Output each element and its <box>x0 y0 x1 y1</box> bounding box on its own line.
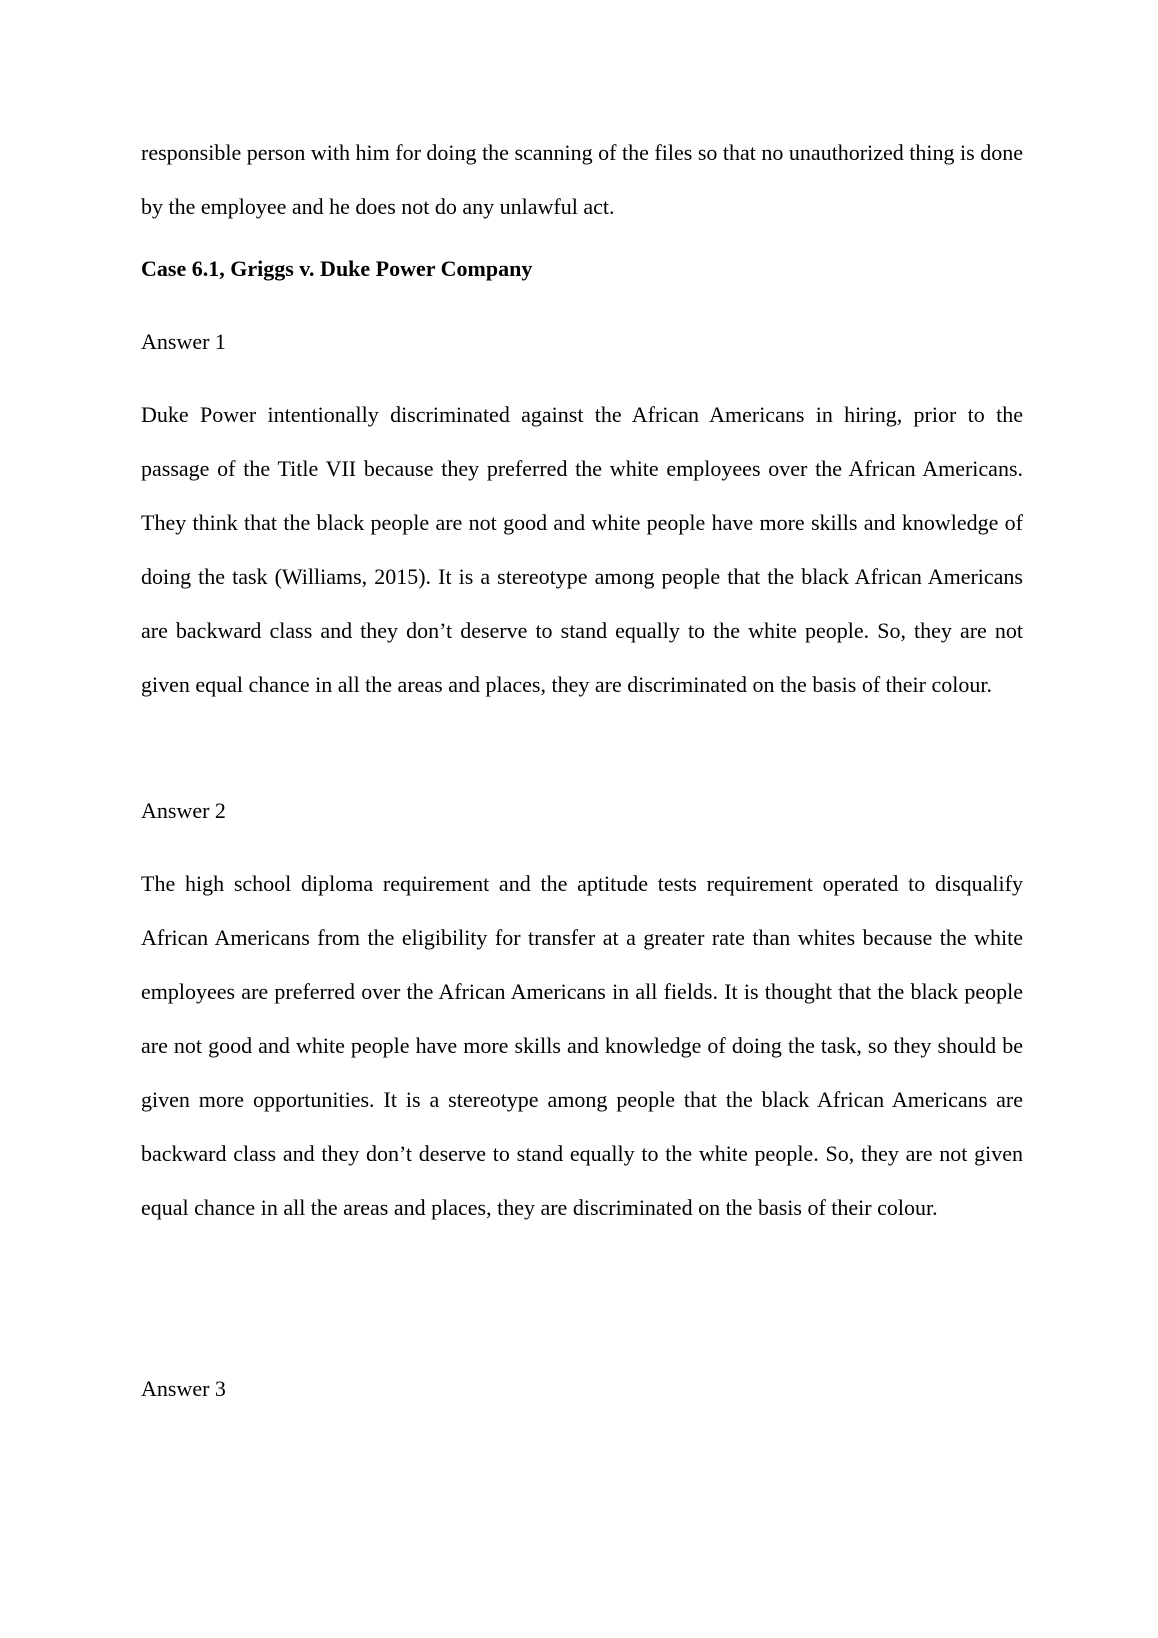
answer-2-label: Answer 2 <box>141 798 226 823</box>
case-heading: Case 6.1, Griggs v. Duke Power Company <box>141 256 533 281</box>
answer-3-label: Answer 3 <box>141 1376 226 1401</box>
answer-1-label: Answer 1 <box>141 329 226 354</box>
answer-2-paragraph: The high school diploma requirement and the aptitude tests requirement operated to disqualify African Americans from the eligibility for transfer at a greater rate than whites because the white employees are preferred over the African Americans in all fields. It is thought that the black people are not good and white people have more skills and knowledge of doing the task, so they should be given more opportunities. It is a stereotype among people that the black African Americans are backward class and they don’t deserve to stand equally to the white people. So, they are not given equal chance in all the areas and places, they are discriminated on the basis of their colour. <box>141 871 1023 1220</box>
answer-1-paragraph: Duke Power intentionally discriminated against the African Americans in hiring, prior to the passage of the Title VII because they preferred the white employees over the African Americans. They think that the black people are not good and white people have more skills and knowledge of doing the task (Williams, 2015). It is a stereotype among people that the black African Americans are backward class and they don’t deserve to stand equally to the white people. So, they are not given equal chance in all the areas and places, they are discriminated on the basis of their colour. <box>141 402 1023 697</box>
continuation-paragraph: responsible person with him for doing the scanning of the files so that no unauthorized thing is done by the employee and he does not do any unlawful act. <box>141 140 1023 219</box>
